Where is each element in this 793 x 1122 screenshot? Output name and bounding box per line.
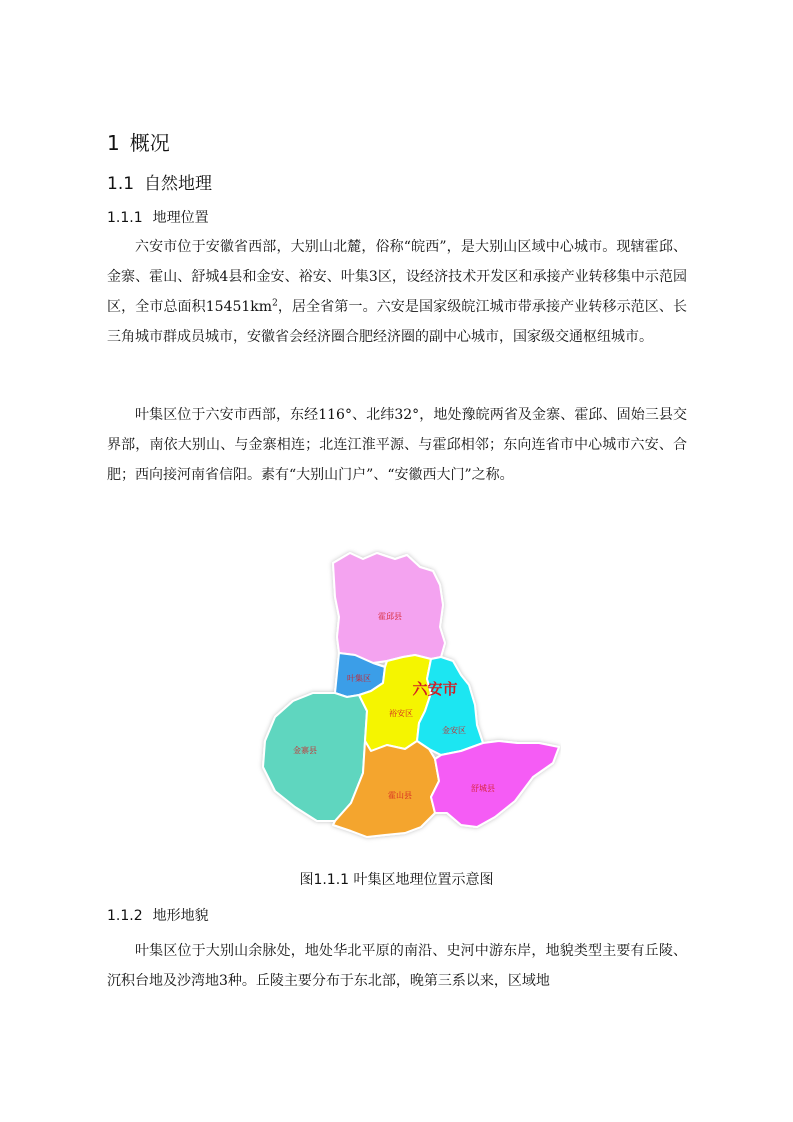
section-title: 地形地貌 bbox=[152, 908, 209, 924]
paragraph-text: ，居全省第一。六安是国家级皖江城市带承接产业转移示范区、长三角城市群成员城市，安徽省会经济圈合肥经济圈的副中心城市，国家级交通枢纽城市。 bbox=[107, 299, 688, 345]
map-label-huoqiu: 霍邱县 bbox=[378, 612, 402, 621]
map-label-jinzhai: 金寨县 bbox=[293, 746, 317, 755]
section-title: 自然地理 bbox=[144, 174, 213, 194]
figure-caption: 图1.1.1 叶集区地理位置示意图 bbox=[299, 872, 494, 888]
section-heading-1-1-2 bbox=[107, 903, 209, 929]
map-region-shucheng bbox=[431, 741, 559, 827]
paragraph-terrain: 叶集区位于大别山余脉处，地处华北平原的南沿、史河中游东岸，地貌类型主要有丘陵、沉积台地及沙湾地3种。丘陵主要分布于东北部，晚第三系以来，区域地 bbox=[107, 943, 687, 989]
section-heading-1-1-1 bbox=[107, 205, 209, 231]
superscript: 2 bbox=[272, 298, 278, 309]
map-label-huoshan: 霍山县 bbox=[388, 791, 412, 800]
section-heading-1-1 bbox=[107, 170, 212, 198]
map-label-luan-city: 六安市 bbox=[412, 680, 458, 698]
section-number: 1.1.1 bbox=[107, 210, 143, 226]
section-number: 1.1.2 bbox=[107, 908, 143, 924]
map-label-yeji: 叶集区 bbox=[347, 674, 371, 683]
paragraph-text: 六安市位于安徽省西部，大别山北麓，俗称“皖西”，是大别山区域中心城市。现辖霍邱、金寨、霍山、舒城4县和金安、裕安、叶集3区，设经济技术开发区和承接产业转移集中示范园区，全市总面积15451km bbox=[107, 239, 687, 315]
map-label-yuan: 裕安区 bbox=[389, 709, 413, 718]
map-label-jinan: 金安区 bbox=[442, 726, 466, 735]
map-label-shucheng: 舒城县 bbox=[471, 784, 495, 793]
paragraph-luan-overview bbox=[107, 232, 687, 352]
section-number: 1.1 bbox=[107, 174, 135, 194]
map-region-huoqiu bbox=[333, 553, 445, 663]
location-map bbox=[255, 545, 561, 845]
section-title: 地理位置 bbox=[152, 210, 209, 226]
paragraph-yeji-location: 叶集区位于六安市西部，东经116°、北纬32°，地处豫皖两省及金寨、霍邱、固始三县交界部，南依大别山、与金寨相连；北连江淮平源、与霍邱相邻；东向连省市中心城市六安、合肥；西向接河南省信阳。素有“大别山门户”、“安徽西大门”之称。 bbox=[107, 407, 687, 483]
section-number: 1 bbox=[107, 131, 120, 155]
section-heading-1 bbox=[107, 128, 170, 158]
section-title: 概况 bbox=[129, 131, 170, 155]
